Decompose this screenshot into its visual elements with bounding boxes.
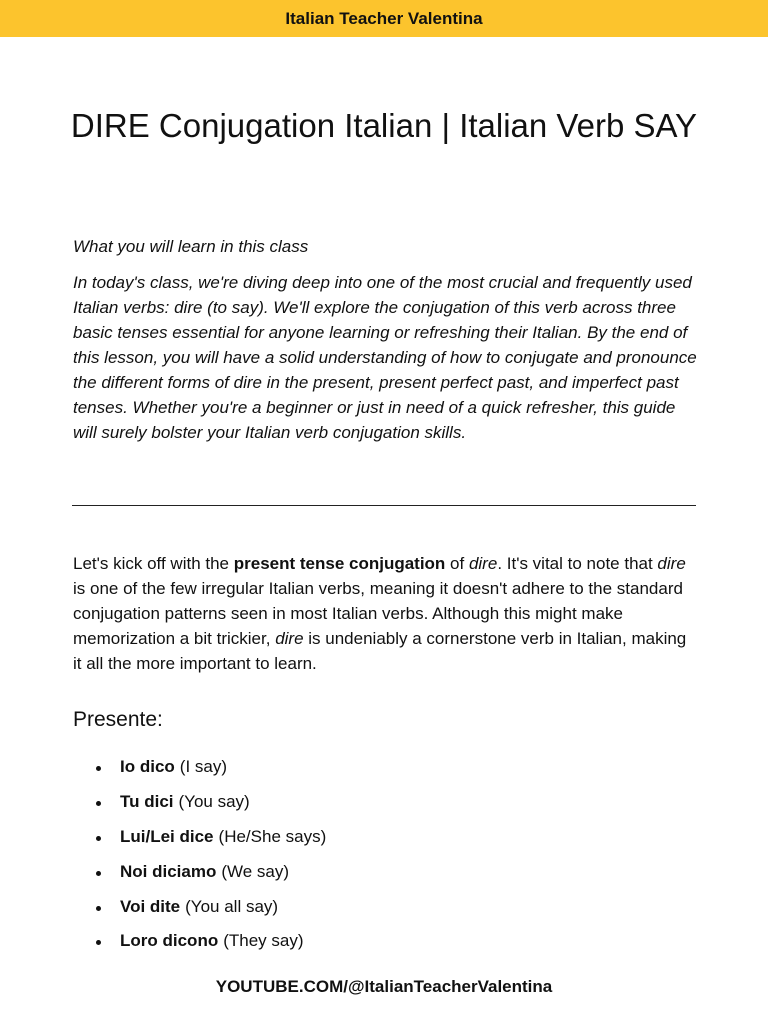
paragraph-bold: present tense conjugation [233,554,446,573]
list-item [73,750,326,785]
footer-link[interactable]: YOUTUBE.COM/@ItalianTeacherValentina [215,977,553,996]
bullet-icon [96,871,101,876]
verb-form: Io dico [120,757,175,777]
divider [72,505,696,506]
paragraph-verb: dire [275,629,304,648]
list-item [73,820,326,855]
verb-translation: (You all say) [185,896,279,916]
paragraph-text: of [445,554,469,573]
paragraph-text: Let's kick off with the [73,554,234,573]
section-heading: Presente: [73,708,163,731]
conjugation-list [73,750,326,959]
verb-form: Noi diciamo [120,861,217,881]
list-item [73,924,326,959]
verb-form: Lui/Lei dice [120,826,214,846]
intro-heading: What you will learn in this class [73,237,309,256]
verb-form: Voi dite [120,896,181,916]
bullet-icon [96,906,101,911]
list-item [73,785,326,820]
verb-translation: (He/She says) [218,826,327,846]
intro-paragraph [73,551,698,676]
paragraph-text: is undeniably a cornerstone verb in Italian, making it all the more important to learn. [73,629,687,673]
bullet-icon [96,801,101,806]
bullet-icon [96,940,101,945]
list-item [73,889,326,924]
verb-translation: (I say) [179,757,228,777]
bullet-icon [96,836,101,841]
list-item [73,854,326,889]
verb-translation: (You say) [178,792,250,812]
paragraph-verb: dire [468,554,498,573]
verb-translation: (We say) [221,861,290,881]
verb-translation: (They say) [223,931,304,951]
top-banner [0,0,768,37]
paragraph-verb: dire [657,554,686,573]
paragraph-text: is one of the few irregular Italian verbs, meaning it doesn't adhere to the standard conjugation patterns seen in most Italian verbs. Although this might make memorization a bit trickier, [73,579,683,648]
verb-form: Loro dicono [120,931,219,951]
banner-text: Italian Teacher Valentina [285,8,483,28]
verb-form: Tu dici [120,792,174,812]
paragraph-text: . It's vital to note that [497,554,658,573]
intro-body: In today's class, we're diving deep into one of the most crucial and frequently used Italian verbs: dire (to say). We'll explore the conjugation of this verb across three basic tenses essential for anyone learning or refreshing their Italian. By the end of this lesson, you will have a solid understanding of how to conjugate and pronounce the different forms of dire in the present, present perfect past, and imperfect past tenses. Whether you're a beginner or just in need of a quick refresher, this guide will surely bolster your Italian verb conjugation skills. [73,273,697,442]
page-title: DIRE Conjugation Italian | Italian Verb SAY [70,107,698,144]
bullet-icon [96,766,101,771]
